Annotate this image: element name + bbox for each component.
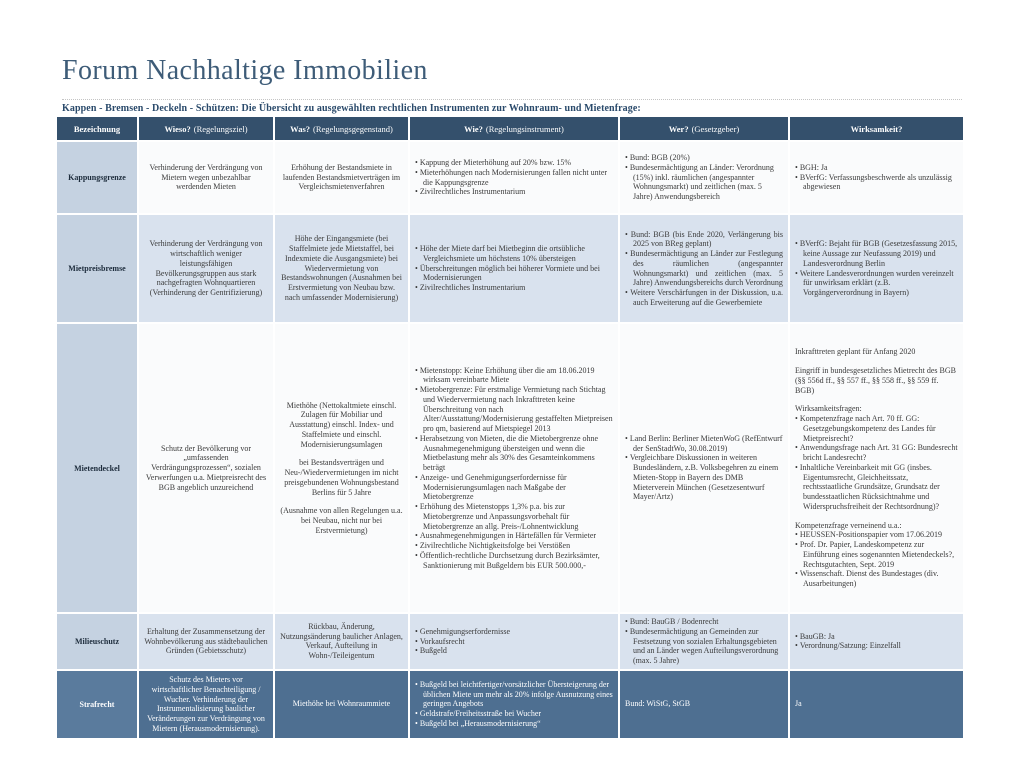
cell-bullet: • Bund: BauGB / Bodenrecht [625, 617, 783, 627]
cell-bullet: • Bußgeld bei leichtfertiger/vorsätzlicher Übersteigerung der üblichen Miete um mehr als 20% infolge Ausnutzung eines geringen Angebots [415, 680, 613, 709]
cell-bullet: • Erhöhung des Mietenstopps 1,3% p.a. bis zur Mietobergrenze und Anpassungsvorbehalt für Mietobergrenze an allg. Preis-/Lohnentwicklung [415, 502, 613, 531]
cell-paragraph: Miethöhe bei Wohnraummiete [292, 699, 391, 709]
cell-paragraph: Verhinderung der Verdrängung von wirtschaftlich weniger leistungsfähigen Bevölkerungsgruppen aus stark nachgefragten Wohnquartieren (Verhinderung der Gentrifizierung) [149, 239, 263, 297]
cell-paragraph: bei Bestandsverträgen und Neu-/Wiedervermietungen im nicht preisgebundenen Wohnungsbestand Berlins für 5 Jahre [284, 458, 399, 497]
cell-paragraph: Ja [795, 699, 802, 709]
cell-mietendeckel-wie [409, 323, 619, 613]
column-header-label: Wer? [668, 123, 689, 134]
column-header-label: Wieso? [164, 123, 191, 134]
cell-paragraph: Erhöhung der Bestandsmiete in laufenden Bestandsmietverträgen im Vergleichsmietenverfahren [282, 162, 401, 192]
cell-paragraph: Inkrafttreten geplant für Anfang 2020 [795, 347, 916, 357]
cell-milieuschutz-was [274, 613, 409, 670]
column-header-sublabel: (Regelungsgegenstand) [313, 123, 393, 134]
table-row-strafrecht [56, 670, 964, 739]
cell-mietpreisbremse-was [274, 214, 409, 323]
cell-kappungsgrenze-was [274, 141, 409, 214]
cell-bullet: • Kompetenzfrage nach Art. 70 ff. GG: Gesetzgebungskompetenz des Landes für Mietpreisrecht? [795, 414, 958, 443]
column-header-label: Was? [290, 123, 311, 134]
cell-bullet: • Land Berlin: Berliner MietenWoG (RefEntwurf der SenStadtWo, 30.08.2019) [625, 434, 783, 454]
column-header-label: Bezeichnung [73, 123, 121, 134]
cell-mietpreisbremse-wieso [138, 214, 274, 323]
cell-bullet: • Bundesermächtigung an Gemeinden zur Festsetzung von sozialen Erhaltungsgebieten und an Länder wegen Aufteilungsverordnung (max. 5 Jahre) [625, 627, 783, 666]
cell-strafrecht-wirksamkeit [789, 670, 964, 739]
table-row-mietendeckel [56, 323, 964, 613]
page-title: Forum Nachhaltige Immobilien [62, 55, 428, 86]
table-body [56, 141, 964, 739]
cell-bullet: • Öffentlich-rechtliche Durchsetzung durch Bezirksämter, Sanktionierung mit Bußgeldern bis EUR 500.000,- [415, 551, 613, 571]
cell-milieuschutz-wirksamkeit [789, 613, 964, 670]
cell-mietpreisbremse-wie [409, 214, 619, 323]
cell-bullet: • Bußgeld [415, 646, 613, 656]
cell-bullet: • Zivilrechtliches Instrumentarium [415, 187, 613, 197]
cell-kappungsgrenze-wer [619, 141, 789, 214]
cell-milieuschutz-wieso [138, 613, 274, 670]
row-label-mietendeckel: Mietendeckel [56, 323, 138, 613]
cell-paragraph: Schutz der Bevölkerung vor „umfassenden Verdrängungsprozessen“, sozialen Verwerfungen u.a. Mietpreisrecht des BGB angeblich unzureichend [145, 443, 267, 492]
cell-bullet: • Wissenschaft. Dienst des Bundestages (div. Ausarbeitungen) [795, 569, 958, 589]
cell-paragraph: Kompetenzfrage verneinend u.a.: [795, 520, 902, 530]
cell-bullet: • HEUSSEN-Positionspapier vom 17.06.2019 [795, 530, 958, 540]
instruments-table [55, 115, 965, 740]
cell-strafrecht-wieso [138, 670, 274, 739]
cell-bullet: • Inhaltliche Vereinbarkeit mit GG (insbes. Eigentumsrecht, Gleichheitssatz, rechtsstaatliche Grundsätze, Grundsatz der bundesstaatlichen Rücksichtnahme und Widerspruchsfreiheit der Rechtsordnung)? [795, 463, 958, 512]
cell-bullet: • Bußgeld bei „Herausmodernisierung“ [415, 719, 613, 729]
cell-bullet: • Mieterhöhungen nach Modernisierungen fallen nicht unter die Kappungsgrenze [415, 168, 613, 188]
cell-bullet: • BVerfG: Bejaht für BGB (Gesetzesfassung 2015, keine Aussage zur Neufassung 2019) und Landesverordnung Berlin [795, 239, 958, 268]
cell-bullet: • Weitere Verschärfungen in der Diskussion, u.a. auch Erweiterung auf die Gewerbemiete [625, 288, 783, 308]
cell-bullet: • Kappung der Mieterhöhung auf 20% bzw. 15% [415, 158, 613, 168]
cell-bullet: • Zivilrechtliches Instrumentarium [415, 283, 613, 293]
cell-paragraph: Erhaltung der Zusammensetzung der Wohnbevölkerung aus städtebaulichen Gründen (Gebietsschutz) [144, 626, 268, 656]
cell-strafrecht-wer [619, 670, 789, 739]
cell-milieuschutz-wie [409, 613, 619, 670]
cell-bullet: • Bundesermächtigung an Länder zur Festlegung des räumlichen (angespannter Wohnungsmarkt) und zeitlichen (max. 5 Jahre) Anwendungsbereichs durch Verordnung [625, 249, 783, 288]
cell-bullet: • Ausnahmegenehmigungen in Härtefällen für Vermieter [415, 531, 613, 541]
row-label-kappungsgrenze: Kappungsgrenze [56, 141, 138, 214]
cell-bullet: • Verordnung/Satzung: Einzelfall [795, 641, 958, 651]
column-header-label: Wirksamkeit? [850, 123, 903, 134]
cell-paragraph: Schutz des Mieters vor wirtschaftlicher Benachteiligung / Wucher. Verhinderung der Instrumentalisierung baulicher Veränderungen zur Verdrängung von Mietern (Herausmodernisierung). [147, 675, 265, 733]
cell-strafrecht-was [274, 670, 409, 739]
cell-bullet: • Weitere Landesverordnungen wurden vereinzelt für unwirksam erklärt (z.B. Vorgängerverordnung in Bayern) [795, 269, 958, 298]
column-header-was [274, 116, 409, 141]
table-row-mietpreisbremse [56, 214, 964, 323]
cell-bullet: • BVerfG: Verfassungsbeschwerde als unzulässig abgewiesen [795, 173, 958, 193]
cell-bullet: • Vorkaufsrecht [415, 637, 613, 647]
cell-mietendeckel-wirksamkeit [789, 323, 964, 613]
column-header-wer [619, 116, 789, 141]
column-header-bezeichnung [56, 116, 138, 141]
cell-bullet: • Zivilrechtliche Nichtigkeitsfolge bei Verstößen [415, 541, 613, 551]
column-header-sublabel: (Regelungsinstrument) [485, 123, 564, 134]
cell-bullet: • BauGB: Ja [795, 632, 958, 642]
cell-bullet: • Höhe der Miete darf bei Mietbeginn die ortsübliche Vergleichsmiete um höchstens 10% übersteigen [415, 244, 613, 264]
cell-paragraph: Rückbau, Änderung, Nutzungsänderung baulicher Anlagen, Verkauf, Aufteilung in Wohn-/Teileigentum [280, 621, 403, 661]
row-label-milieuschutz: Milieuschutz [56, 613, 138, 670]
cell-bullet: • Prof. Dr. Papier, Landeskompetenz zur Einführung eines sogenannten Mietendeckels?, Rechtsgutachten, Sept. 2019 [795, 540, 958, 569]
cell-bullet: • Überschreitungen möglich bei höherer Vormiete und bei Modernisierungen [415, 264, 613, 284]
cell-bullet: • Herabsetzung von Mieten, die die Mietobergrenze ohne Ausnahmegenehmigung übersteigen und wenn die Mietbelastung mehr als 30% des Gesamteinkommens beträgt [415, 434, 613, 473]
cell-bullet: • Mietenstopp: Keine Erhöhung über die am 18.06.2019 wirksam vereinbarte Miete [415, 366, 613, 386]
cell-paragraph: Eingriff in bundesgesetzliches Mietrecht des BGB (§§ 556d ff., §§ 557 ff., §§ 558 ff., §§ 559 ff. BGB) [795, 366, 956, 395]
cell-milieuschutz-wer [619, 613, 789, 670]
page-subtitle: Kappen - Bremsen - Deckeln - Schützen: Die Übersicht zu ausgewählten rechtlichen Instrumenten zur Wohnraum- und Mietenfrage: [62, 103, 641, 114]
cell-strafrecht-wie [409, 670, 619, 739]
cell-bullet: • Anzeige- und Genehmigungserfordernisse für Modernisierungsumlagen nach Maßgabe der Mietobergrenze [415, 473, 613, 502]
column-header-wirksamkeit [789, 116, 964, 141]
cell-kappungsgrenze-wie [409, 141, 619, 214]
cell-bullet: • Mietobergrenze: Für erstmalige Vermietung nach Stichtag und Wiedervermietung nach Inkrafttreten keine Überschreitung von nach Alter/Ausstattung/Modernisierung gestaffelten Mietpreisen pro qm, basierend auf Mietspiegel 2013 [415, 385, 613, 434]
table-row-milieuschutz [56, 613, 964, 670]
column-header-wie [409, 116, 619, 141]
cell-paragraph: Bund: WiStG, StGB [625, 699, 691, 709]
cell-paragraph: Miethöhe (Nettokaltmiete einschl. Zulagen für Mobiliar und Ausstattung) einschl. Index- und Staffelmiete und einschl. Modernisierungsumlagen [286, 400, 397, 449]
header-row [56, 116, 964, 141]
row-label-strafrecht: Strafrecht [56, 670, 138, 739]
cell-mietendeckel-wieso [138, 323, 274, 613]
cell-mietpreisbremse-wirksamkeit [789, 214, 964, 323]
cell-paragraph: Höhe der Eingangsmiete (bei Staffelmiete jede Mietstaffel, bei Indexmiete die Ausgangsmiete) bei Wiedervermietung von Bestandswohnungen (Ausnahmen bei Erstvermietung von Neubau bzw. nach umfassender Modernisierung) [281, 234, 402, 302]
cell-bullet: • Geldstrafe/Freiheitsstraße bei Wucher [415, 709, 613, 719]
table-row-kappungsgrenze [56, 141, 964, 214]
cell-bullet: • Bund: BGB (bis Ende 2020, Verlängerung bis 2025 von BReg geplant) [625, 230, 783, 250]
row-label-mietpreisbremse: Mietpreisbremse [56, 214, 138, 323]
title-divider [62, 99, 962, 100]
cell-bullet: • Bundesermächtigung an Länder: Verordnung (15%) inkl. räumlichen (angespannter Wohnungsmarkt) und zeitlichen (max. 5 Jahre) Anwendungsbereich [625, 163, 783, 202]
cell-kappungsgrenze-wirksamkeit [789, 141, 964, 214]
cell-bullet: • BGH: Ja [795, 163, 958, 173]
cell-bullet: • Vergleichbare Diskussionen in weiteren Bundesländern, z.B. Volksbegehren zu einem Mieten-Stopp in Bayern des DMB Mieterverein München (Gesetzesentwurf Mayer/Artz) [625, 453, 783, 502]
cell-paragraph: Wirksamkeitsfragen: [795, 404, 862, 414]
cell-paragraph: (Ausnahme von allen Regelungen u.a. bei Neubau, nicht nur bei Erstvermietung) [280, 506, 403, 535]
cell-paragraph: Verhinderung der Verdrängung von Mietern wegen unbezahlbar werdenden Mieten [149, 162, 263, 192]
column-header-label: Wie? [464, 123, 483, 134]
column-header-sublabel: (Gesetzgeber) [691, 123, 740, 134]
column-header-wieso [138, 116, 274, 141]
cell-bullet: • Anwendungsfrage nach Art. 31 GG: Bundesrecht bricht Landesrecht? [795, 443, 958, 463]
cell-kappungsgrenze-wieso [138, 141, 274, 214]
cell-mietpreisbremse-wer [619, 214, 789, 323]
column-header-sublabel: (Regelungsziel) [193, 123, 248, 134]
cell-mietendeckel-wer [619, 323, 789, 613]
cell-bullet: • Genehmigungserfordernisse [415, 627, 613, 637]
cell-mietendeckel-was [274, 323, 409, 613]
cell-bullet: • Bund: BGB (20%) [625, 153, 783, 163]
